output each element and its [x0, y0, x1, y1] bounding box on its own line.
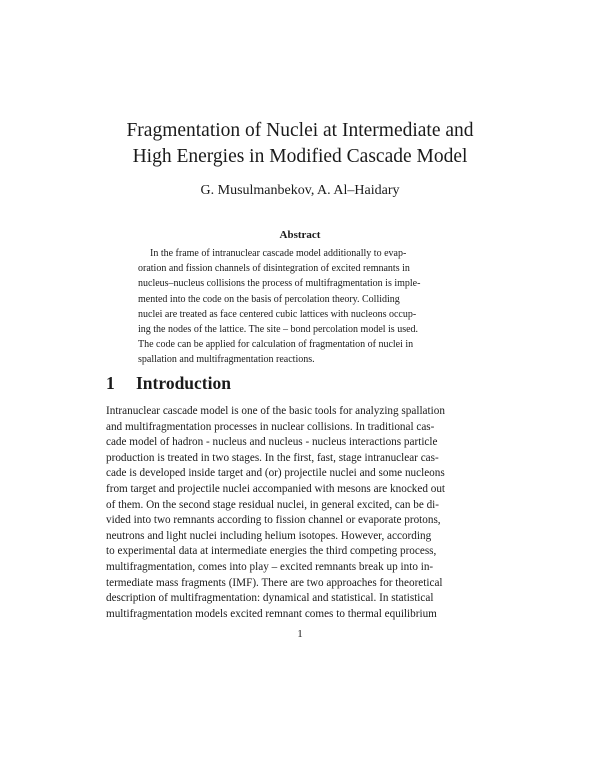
abstract-line: mented into the code on the basis of percolation theory. Colliding: [138, 293, 400, 305]
abstract-line: The code can be applied for calculation of fragmentation of nuclei in: [138, 339, 414, 351]
paper-title-line-1: Fragmentation of Nuclei at Intermediate and: [126, 120, 474, 141]
body-line: of them. On the second stage residual nuclei, in general excited, can be di-: [106, 498, 440, 511]
body-line: from target and projectile nuclei accompanied with mesons are knocked out: [106, 482, 446, 495]
abstract-heading: Abstract: [279, 229, 321, 241]
body-line: description of multifragmentation: dynamical and statistical. In statistical: [106, 592, 434, 605]
body-line: termediate mass fragments (IMF). There are two approaches for theoretical: [106, 576, 443, 589]
abstract-line: oration and fission channels of disintegration of excited remnants in: [138, 263, 410, 275]
authors: G. Musulmanbekov, A. Al–Haidary: [200, 183, 400, 198]
abstract-line: nucleus–nucleus collisions the process of multifragmentation is imple-: [138, 278, 421, 290]
body-line: production is treated in two stages. In the first, fast, stage intranuclear cas-: [106, 451, 439, 464]
section-heading: [106, 372, 231, 394]
paper-title-line-2: High Energies in Modified Cascade Model: [132, 146, 468, 167]
body-line: cade model of hadron - nucleus and nucleus - nucleus interactions particle: [106, 436, 438, 449]
section-body: [106, 404, 495, 622]
body-line: Intranuclear cascade model is one of the basic tools for analyzing spallation: [106, 405, 445, 417]
page-number: 1: [297, 628, 303, 640]
paper-title: [0, 118, 600, 170]
section-title: Introduction: [136, 373, 231, 393]
body-line: to experimental data at intermediate energies the third competing process,: [106, 545, 437, 558]
body-line: neutrons and light nuclei including helium isotopes. However, according: [106, 529, 432, 542]
section-number: 1: [106, 373, 115, 393]
body-line: multifragmentation, comes into play – excited remnants break up into in-: [106, 560, 434, 573]
abstract-line: In the frame of intranuclear cascade model additionally to evap-: [150, 248, 407, 259]
abstract-text: [138, 246, 463, 368]
body-line: and multifragmentation processes in nuclear collisions. In traditional cas-: [106, 420, 435, 433]
body-line: vided into two remnants according to fission channel or evaporate protons,: [106, 514, 441, 527]
abstract-line: spallation and multifragmentation reactions.: [138, 354, 315, 366]
abstract-line: nuclei are treated as face centered cubic lattices with nucleons occup-: [138, 308, 417, 320]
body-line: multifragmentation models excited remnant comes to thermal equilibrium: [106, 607, 437, 620]
body-line: cade is developed inside target and (or) projectile nuclei and some nucleons: [106, 467, 445, 480]
abstract-line: ing the nodes of the lattice. The site – bond percolation model is used.: [138, 324, 419, 336]
